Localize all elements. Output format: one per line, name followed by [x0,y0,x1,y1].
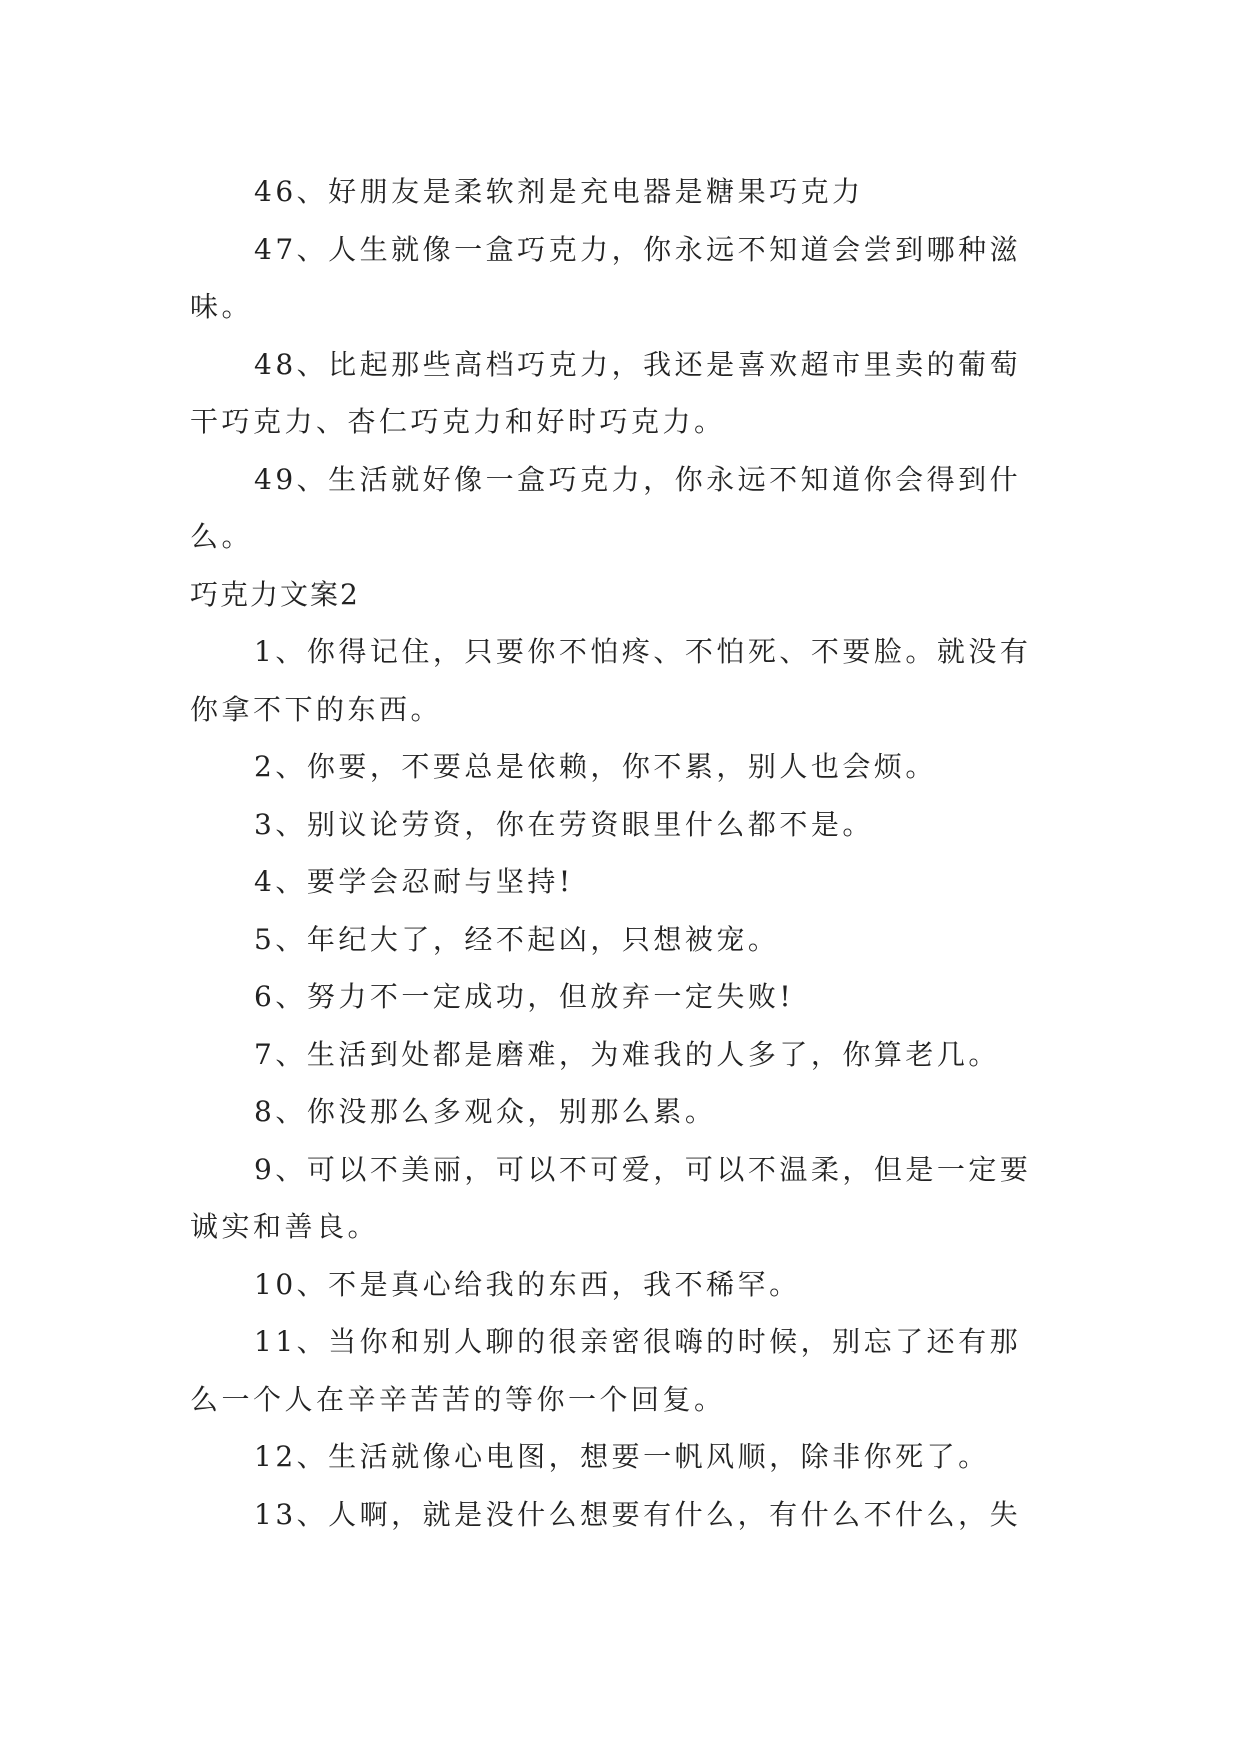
paragraph-47: 47、人生就像一盒巧克力，你永远不知道会尝到哪种滋味。 [190,232,1022,323]
section-heading: 巧克力文案2 [190,577,360,611]
paragraph-6: 6、努力不一定成功，但放弃一定失败! [254,980,795,1013]
paragraph-4: 4、要学会忍耐与坚持! [254,865,574,898]
paragraph-46: 46、好朋友是柔软剂是充电器是糖果巧克力 [254,175,864,208]
paragraph-5: 5、年纪大了，经不起凶，只想被宠。 [254,922,780,956]
document-body [190,163,1050,1543]
paragraph-10: 10、不是真心给我的东西，我不稀罕。 [254,1267,801,1301]
paragraph-12: 12、生活就像心电图，想要一帆风顺，除非你死了。 [254,1440,990,1473]
paragraph-11: 11、当你和别人聊的很亲密很嗨的时候，别忘了还有那么一个人在辛辛苦苦的等你一个回复。 [190,1325,1022,1416]
paragraph-48: 48、比起那些高档巧克力，我还是喜欢超市里卖的葡萄干巧克力、杏仁巧克力和好时巧克力。 [190,347,1022,438]
paragraph-9: 9、可以不美丽，可以不可爱，可以不温柔，但是一定要诚实和善良。 [190,1152,1032,1243]
paragraph-8: 8、你没那么多观众，别那么累。 [254,1095,717,1128]
paragraph-13: 13、人啊，就是没什么想要有什么，有什么不什么，失 [254,1497,1022,1531]
paragraph-7: 7、生活到处都是磨难，为难我的人多了，你算老几。 [254,1037,1000,1071]
paragraph-1: 1、你得记住，只要你不怕疼、不怕死、不要脸。就没有你拿不下的东西。 [190,635,1032,726]
paragraph-49: 49、生活就好像一盒巧克力，你永远不知道你会得到什么。 [190,462,1022,553]
paragraph-2: 2、你要，不要总是依赖，你不累，别人也会烦。 [254,750,937,783]
paragraph-3: 3、别议论劳资，你在劳资眼里什么都不是。 [254,807,874,841]
